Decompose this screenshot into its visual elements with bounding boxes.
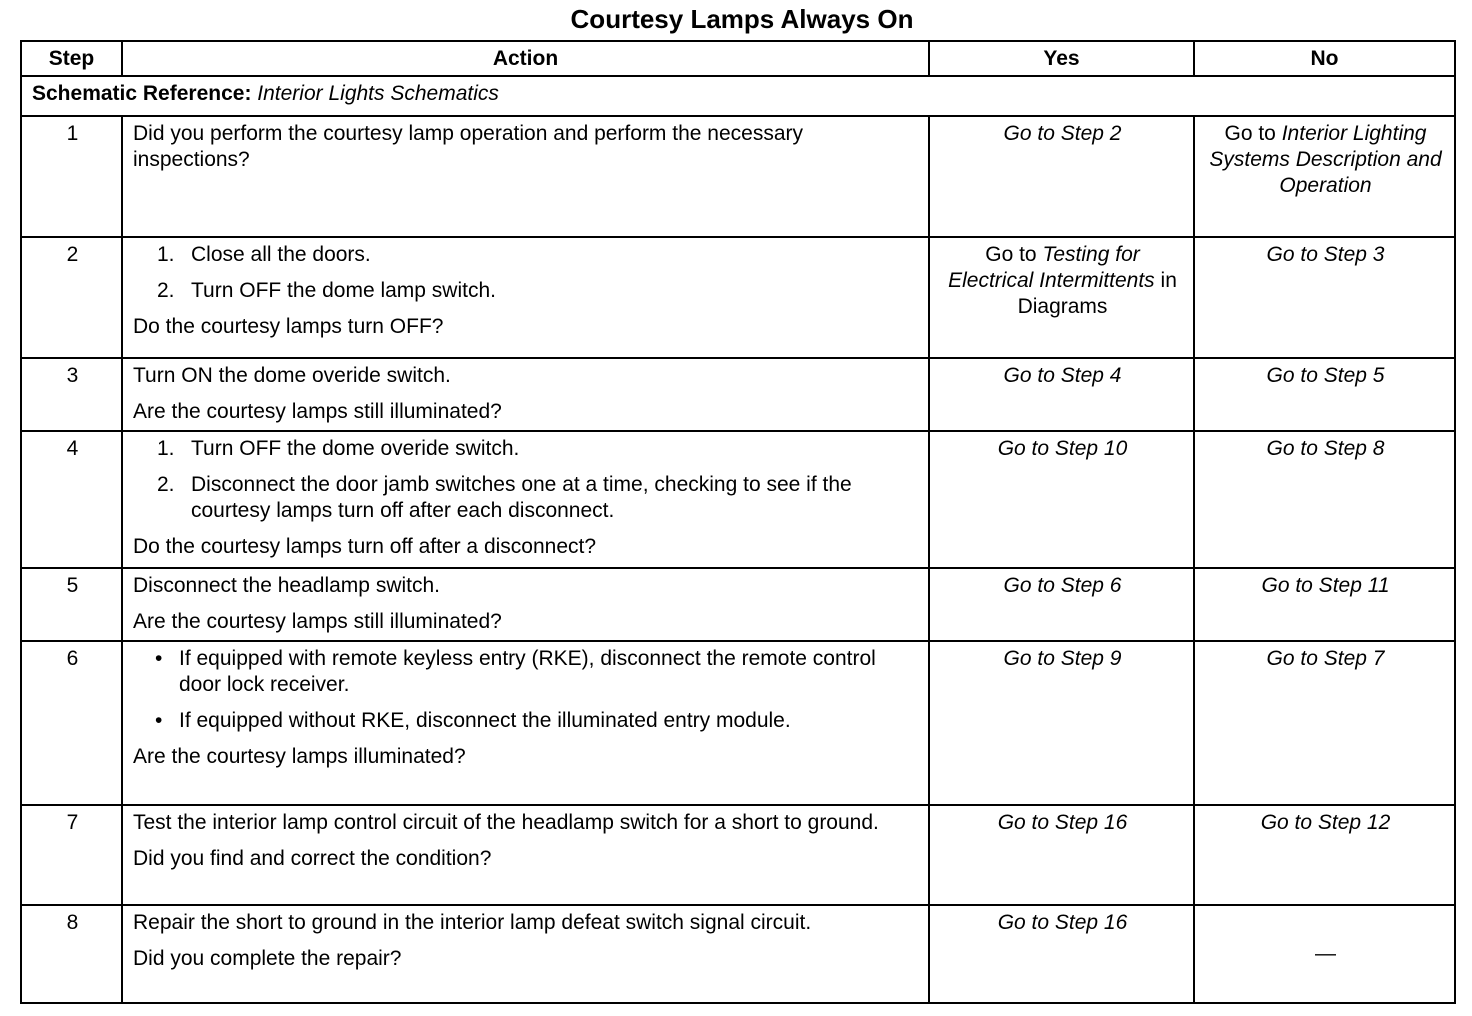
item-number: 2. <box>157 279 175 302</box>
action-text: Test the interior lamp control circuit of the headlamp switch for a short to ground. <box>133 811 879 834</box>
action-cell <box>122 237 929 358</box>
action-text: Turn ON the dome overide switch. <box>133 364 451 387</box>
item-text: If equipped with remote keyless entry (RKE), disconnect the remote control door lock receiver. <box>179 647 876 696</box>
yes-prefix: Go to <box>985 243 1037 266</box>
header-no: No <box>1194 41 1455 76</box>
action-question: Do the courtesy lamps turn OFF? <box>133 315 444 338</box>
action-text: Disconnect the headlamp switch. <box>133 574 440 597</box>
action-question: Did you complete the repair? <box>133 947 402 970</box>
yes-link[interactable]: Go to Step 9 <box>1003 647 1122 670</box>
item-text: Close all the doors. <box>191 243 371 266</box>
diagnostic-table <box>20 40 1456 1004</box>
item-number: 2. <box>157 473 175 496</box>
table-row <box>21 905 1455 1003</box>
no-prefix: Go to <box>1224 122 1276 145</box>
yes-mid: in <box>1160 269 1177 292</box>
step-number: 7 <box>21 805 122 905</box>
schematic-reference-label: Schematic Reference: <box>32 82 252 105</box>
item-number: 1. <box>157 437 175 460</box>
action-question: Did you perform the courtesy lamp operation and perform the necessary inspections? <box>133 122 804 171</box>
action-cell <box>122 431 929 568</box>
action-cell <box>122 905 929 1003</box>
bullet-glyph: • <box>155 647 163 670</box>
action-bullet-item <box>155 708 920 734</box>
action-cell <box>122 568 929 641</box>
no-cell <box>1194 805 1455 905</box>
yes-link[interactable]: Go to Step 4 <box>1003 364 1122 387</box>
item-text: Turn OFF the dome lamp switch. <box>191 279 496 302</box>
yes-cell <box>929 568 1194 641</box>
yes-cell <box>929 116 1194 237</box>
no-dash: — <box>1315 942 1336 965</box>
page-title: Courtesy Lamps Always On <box>570 4 914 34</box>
no-cell <box>1194 237 1455 358</box>
step-number: 5 <box>21 568 122 641</box>
no-cell <box>1194 358 1455 431</box>
yes-link[interactable]: Go to Step 6 <box>1003 574 1122 597</box>
yes-link[interactable]: Go to Step 16 <box>997 811 1128 834</box>
no-link[interactable]: Go to Step 11 <box>1261 574 1390 597</box>
table-row <box>21 641 1455 805</box>
table-row <box>21 116 1455 237</box>
no-link[interactable]: Go to Step 7 <box>1266 647 1385 670</box>
yes-link[interactable]: Go to Step 10 <box>997 437 1128 460</box>
schematic-reference <box>21 76 1455 116</box>
no-link[interactable]: Interior Lighting Systems Description and Operation <box>1209 122 1442 197</box>
action-question: Are the courtesy lamps still illuminated? <box>133 610 502 633</box>
action-cell <box>122 116 929 237</box>
action-text: Repair the short to ground in the interior lamp defeat switch signal circuit. <box>133 911 812 934</box>
bullet-glyph: • <box>155 709 163 732</box>
yes-cell <box>929 358 1194 431</box>
yes-cell <box>929 905 1194 1003</box>
action-item <box>157 472 920 524</box>
no-cell <box>1194 568 1455 641</box>
action-item <box>157 278 920 304</box>
step-number: 4 <box>21 431 122 568</box>
header-step: Step <box>21 41 122 76</box>
action-item <box>157 436 920 462</box>
table-row <box>21 805 1455 905</box>
no-link[interactable]: Go to Step 8 <box>1266 437 1385 460</box>
yes-cell <box>929 805 1194 905</box>
action-item <box>157 242 920 268</box>
item-text: If equipped without RKE, disconnect the illuminated entry module. <box>179 709 791 732</box>
step-number: 2 <box>21 237 122 358</box>
header-action: Action <box>122 41 929 76</box>
header-yes: Yes <box>929 41 1194 76</box>
yes-cell <box>929 431 1194 568</box>
table-row <box>21 568 1455 641</box>
yes-link[interactable]: Go to Step 2 <box>1003 122 1122 145</box>
action-cell <box>122 641 929 805</box>
action-cell <box>122 358 929 431</box>
header-row <box>21 41 1455 76</box>
action-question: Do the courtesy lamps turn off after a disconnect? <box>133 535 597 558</box>
action-bullet-item <box>155 646 920 698</box>
step-number: 3 <box>21 358 122 431</box>
schematic-reference-link[interactable]: Interior Lights Schematics <box>257 82 499 105</box>
no-link[interactable]: Go to Step 12 <box>1260 811 1391 834</box>
table-row <box>21 431 1455 568</box>
step-number: 1 <box>21 116 122 237</box>
no-cell <box>1194 905 1455 1003</box>
yes-link[interactable]: Go to Step 16 <box>997 911 1128 934</box>
action-cell <box>122 805 929 905</box>
action-question: Are the courtesy lamps still illuminated? <box>133 400 502 423</box>
no-link[interactable]: Go to Step 5 <box>1266 364 1385 387</box>
step-number: 6 <box>21 641 122 805</box>
table-row <box>21 358 1455 431</box>
action-question: Did you find and correct the condition? <box>133 847 492 870</box>
no-cell <box>1194 641 1455 805</box>
yes-cell <box>929 237 1194 358</box>
no-cell <box>1194 431 1455 568</box>
yes-link[interactable]: Testing for Electrical Intermittents <box>948 243 1155 292</box>
table-row <box>21 237 1455 358</box>
no-cell <box>1194 116 1455 237</box>
no-link[interactable]: Go to Step 3 <box>1266 243 1385 266</box>
yes-cell <box>929 641 1194 805</box>
step-number: 8 <box>21 905 122 1003</box>
item-text: Disconnect the door jamb switches one at a time, checking to see if the courtesy lamps turn off after each disconnect. <box>191 473 852 522</box>
item-text: Turn OFF the dome overide switch. <box>191 437 520 460</box>
yes-suffix: Diagrams <box>1017 295 1108 318</box>
action-question: Are the courtesy lamps illuminated? <box>133 745 466 768</box>
schematic-reference-row <box>21 76 1455 116</box>
item-number: 1. <box>157 243 175 266</box>
